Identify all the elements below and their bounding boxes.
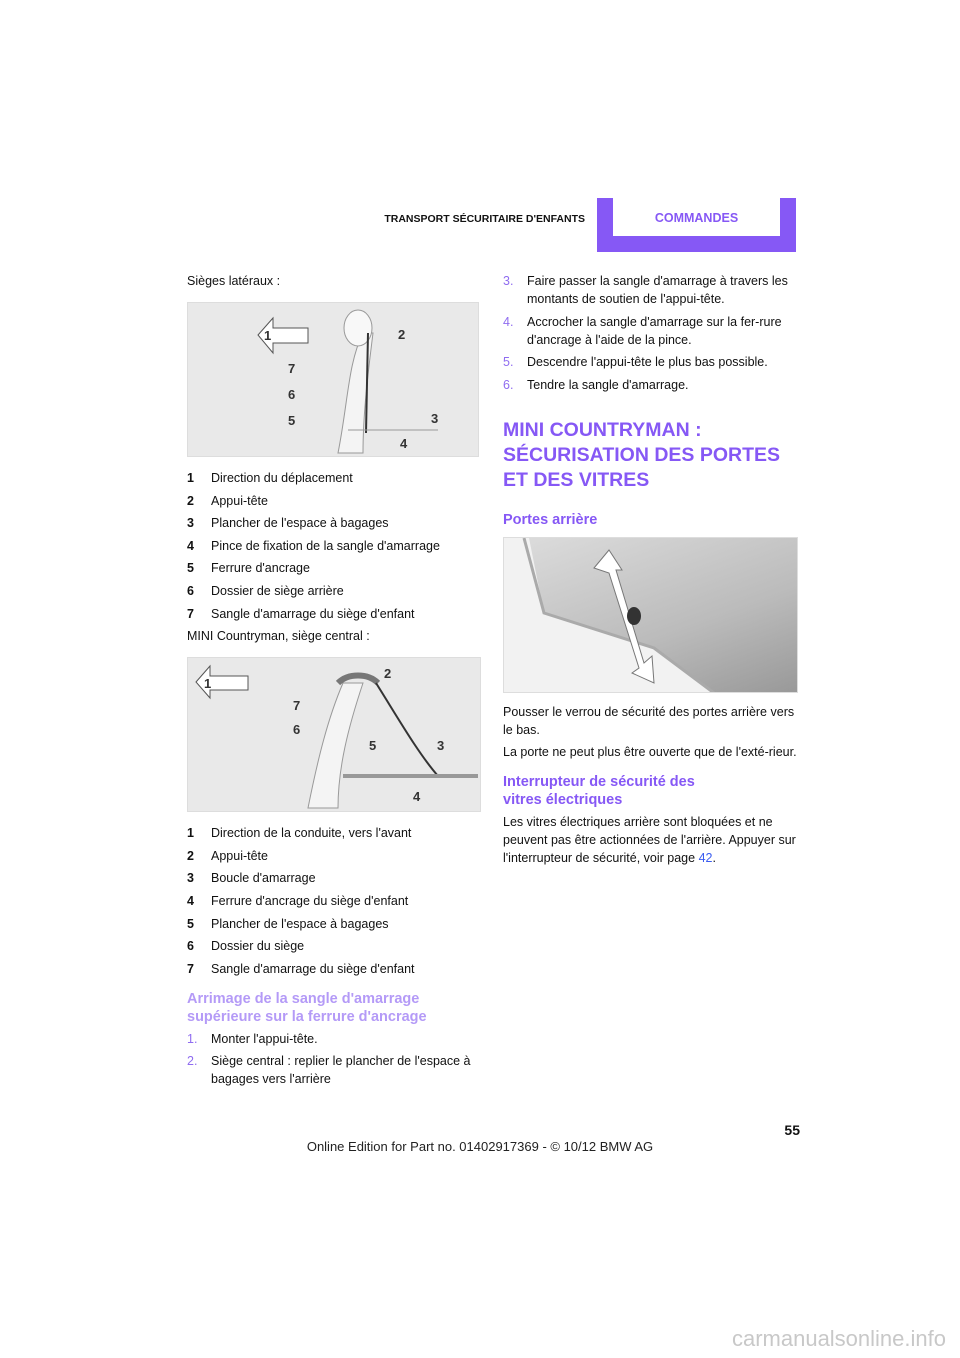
figure-label: 7: [288, 361, 296, 376]
list-item: 6 Dossier de siège arrière: [187, 583, 344, 598]
list-item: 1 Direction de la conduite, vers l'avant: [187, 826, 412, 841]
list-item: 5 Plancher de l'espace à bagages: [187, 916, 389, 931]
list-item: 4 Pince de fixation de la sangle d'amarrage: [187, 538, 440, 553]
rear-doors-text: [503, 703, 798, 761]
list-item: 3 Plancher de l'espace à bagages: [187, 516, 389, 531]
figure-label: 4: [413, 789, 421, 805]
figure-center-seat: [187, 657, 481, 812]
steps-list-2: [503, 272, 803, 394]
figure-side-seat: [187, 302, 479, 457]
figure-label: 6: [288, 387, 296, 402]
list-item: 5 Ferrure d'ancrage: [187, 561, 310, 576]
list-item: 3 Boucle d'amarrage: [187, 871, 316, 886]
window-switch-paragraph: Les vitres électriques arrière sont bloquées et ne peuvent pas être actionnées de l'arrière. Appuyer sur l'interrupteur de sécurité, voir page: [503, 814, 796, 865]
figure-label: 1: [204, 676, 212, 692]
figure-label: 1: [264, 328, 272, 343]
figure-label: 5: [369, 738, 377, 754]
right-column: [503, 272, 803, 867]
section-heading-anchoring: Arrimage de la sangle d'amarrage supérieure sur la ferrure d'ancrage: [187, 990, 427, 1025]
intro-center-seat: MINI Countryman, siège central :: [187, 629, 370, 644]
step-item: 5. Descendre l'appui-tête le plus bas possible.: [503, 355, 768, 370]
figure-label: 4: [400, 436, 408, 451]
list-item: 7 Sangle d'amarrage du siège d'enfant: [187, 961, 415, 976]
rear-doors-paragraph: Pousser le verrou de sécurité des portes arrière vers le bas.: [503, 704, 795, 737]
figure-door-lock: [503, 537, 798, 693]
figure-label: 3: [437, 738, 445, 754]
watermark: carmanualsonline.info: [731, 1326, 946, 1351]
door-lock-illustration: [504, 538, 797, 692]
step-item: 3. Faire passer la sangle d'amarrage à travers les montants de soutien de l'appui-tête.: [503, 274, 788, 306]
window-switch-text: [503, 813, 798, 867]
chapter-tab[interactable]: [597, 198, 796, 252]
legend-list-1: [187, 469, 482, 623]
figure-label: 2: [384, 666, 392, 682]
footer-text: Online Edition for Part no. 01402917369 - © 10/12 BMW AG: [306, 1139, 654, 1154]
step-item: 6. Tendre la sangle d'amarrage.: [503, 377, 689, 392]
center-seat-illustration: [188, 658, 480, 811]
section-header: TRANSPORT SÉCURITAIRE D'ENFANTS: [384, 213, 585, 225]
paragraph-end: .: [712, 850, 716, 865]
list-item: 1 Direction du déplacement: [187, 471, 353, 485]
chapter-tab-label: COMMANDES: [613, 198, 780, 236]
figure-label: 5: [288, 413, 296, 428]
step-item: 4. Accrocher la sangle d'amarrage sur la fer-rure d'ancrage à l'aide de la pince.: [503, 314, 782, 347]
figure-label: 3: [431, 411, 439, 426]
lock-switch-icon: [627, 607, 641, 625]
step-item: 2. Siège central : replier le plancher de l'espace à bagages vers l'arrière: [187, 1054, 471, 1087]
list-item: 7 Sangle d'amarrage du siège d'enfant: [187, 606, 415, 621]
subheading-window-switch: Interrupteur de sécurité des vitres électriques: [503, 773, 695, 808]
figure-label: 7: [293, 698, 301, 714]
steps-list-1: [187, 1030, 482, 1089]
subheading-rear-doors: Portes arrière: [503, 511, 598, 528]
legend-list-2: [187, 824, 482, 978]
page-number: 55: [784, 1122, 800, 1138]
left-column: [187, 272, 482, 1093]
list-item: 2 Appui-tête: [187, 493, 268, 508]
figure-label: 2: [398, 327, 406, 342]
list-item: 4 Ferrure d'ancrage du siège d'enfant: [187, 893, 409, 908]
figure-label: 6: [293, 722, 301, 738]
section-title: MINI COUNTRYMAN : SÉCURISATION DES PORTES ET DES VITRES: [503, 418, 781, 491]
list-item: 2 Appui-tête: [187, 848, 268, 863]
rear-doors-paragraph: La porte ne peut plus être ouverte que de l'exté-rieur.: [503, 744, 797, 759]
list-item: 6 Dossier du siège: [187, 939, 305, 954]
page-link[interactable]: 42: [698, 850, 713, 865]
side-seat-illustration: [188, 303, 478, 456]
intro-side-seats: Sièges latéraux :: [187, 274, 281, 288]
step-item: 1. Monter l'appui-tête.: [187, 1031, 318, 1046]
